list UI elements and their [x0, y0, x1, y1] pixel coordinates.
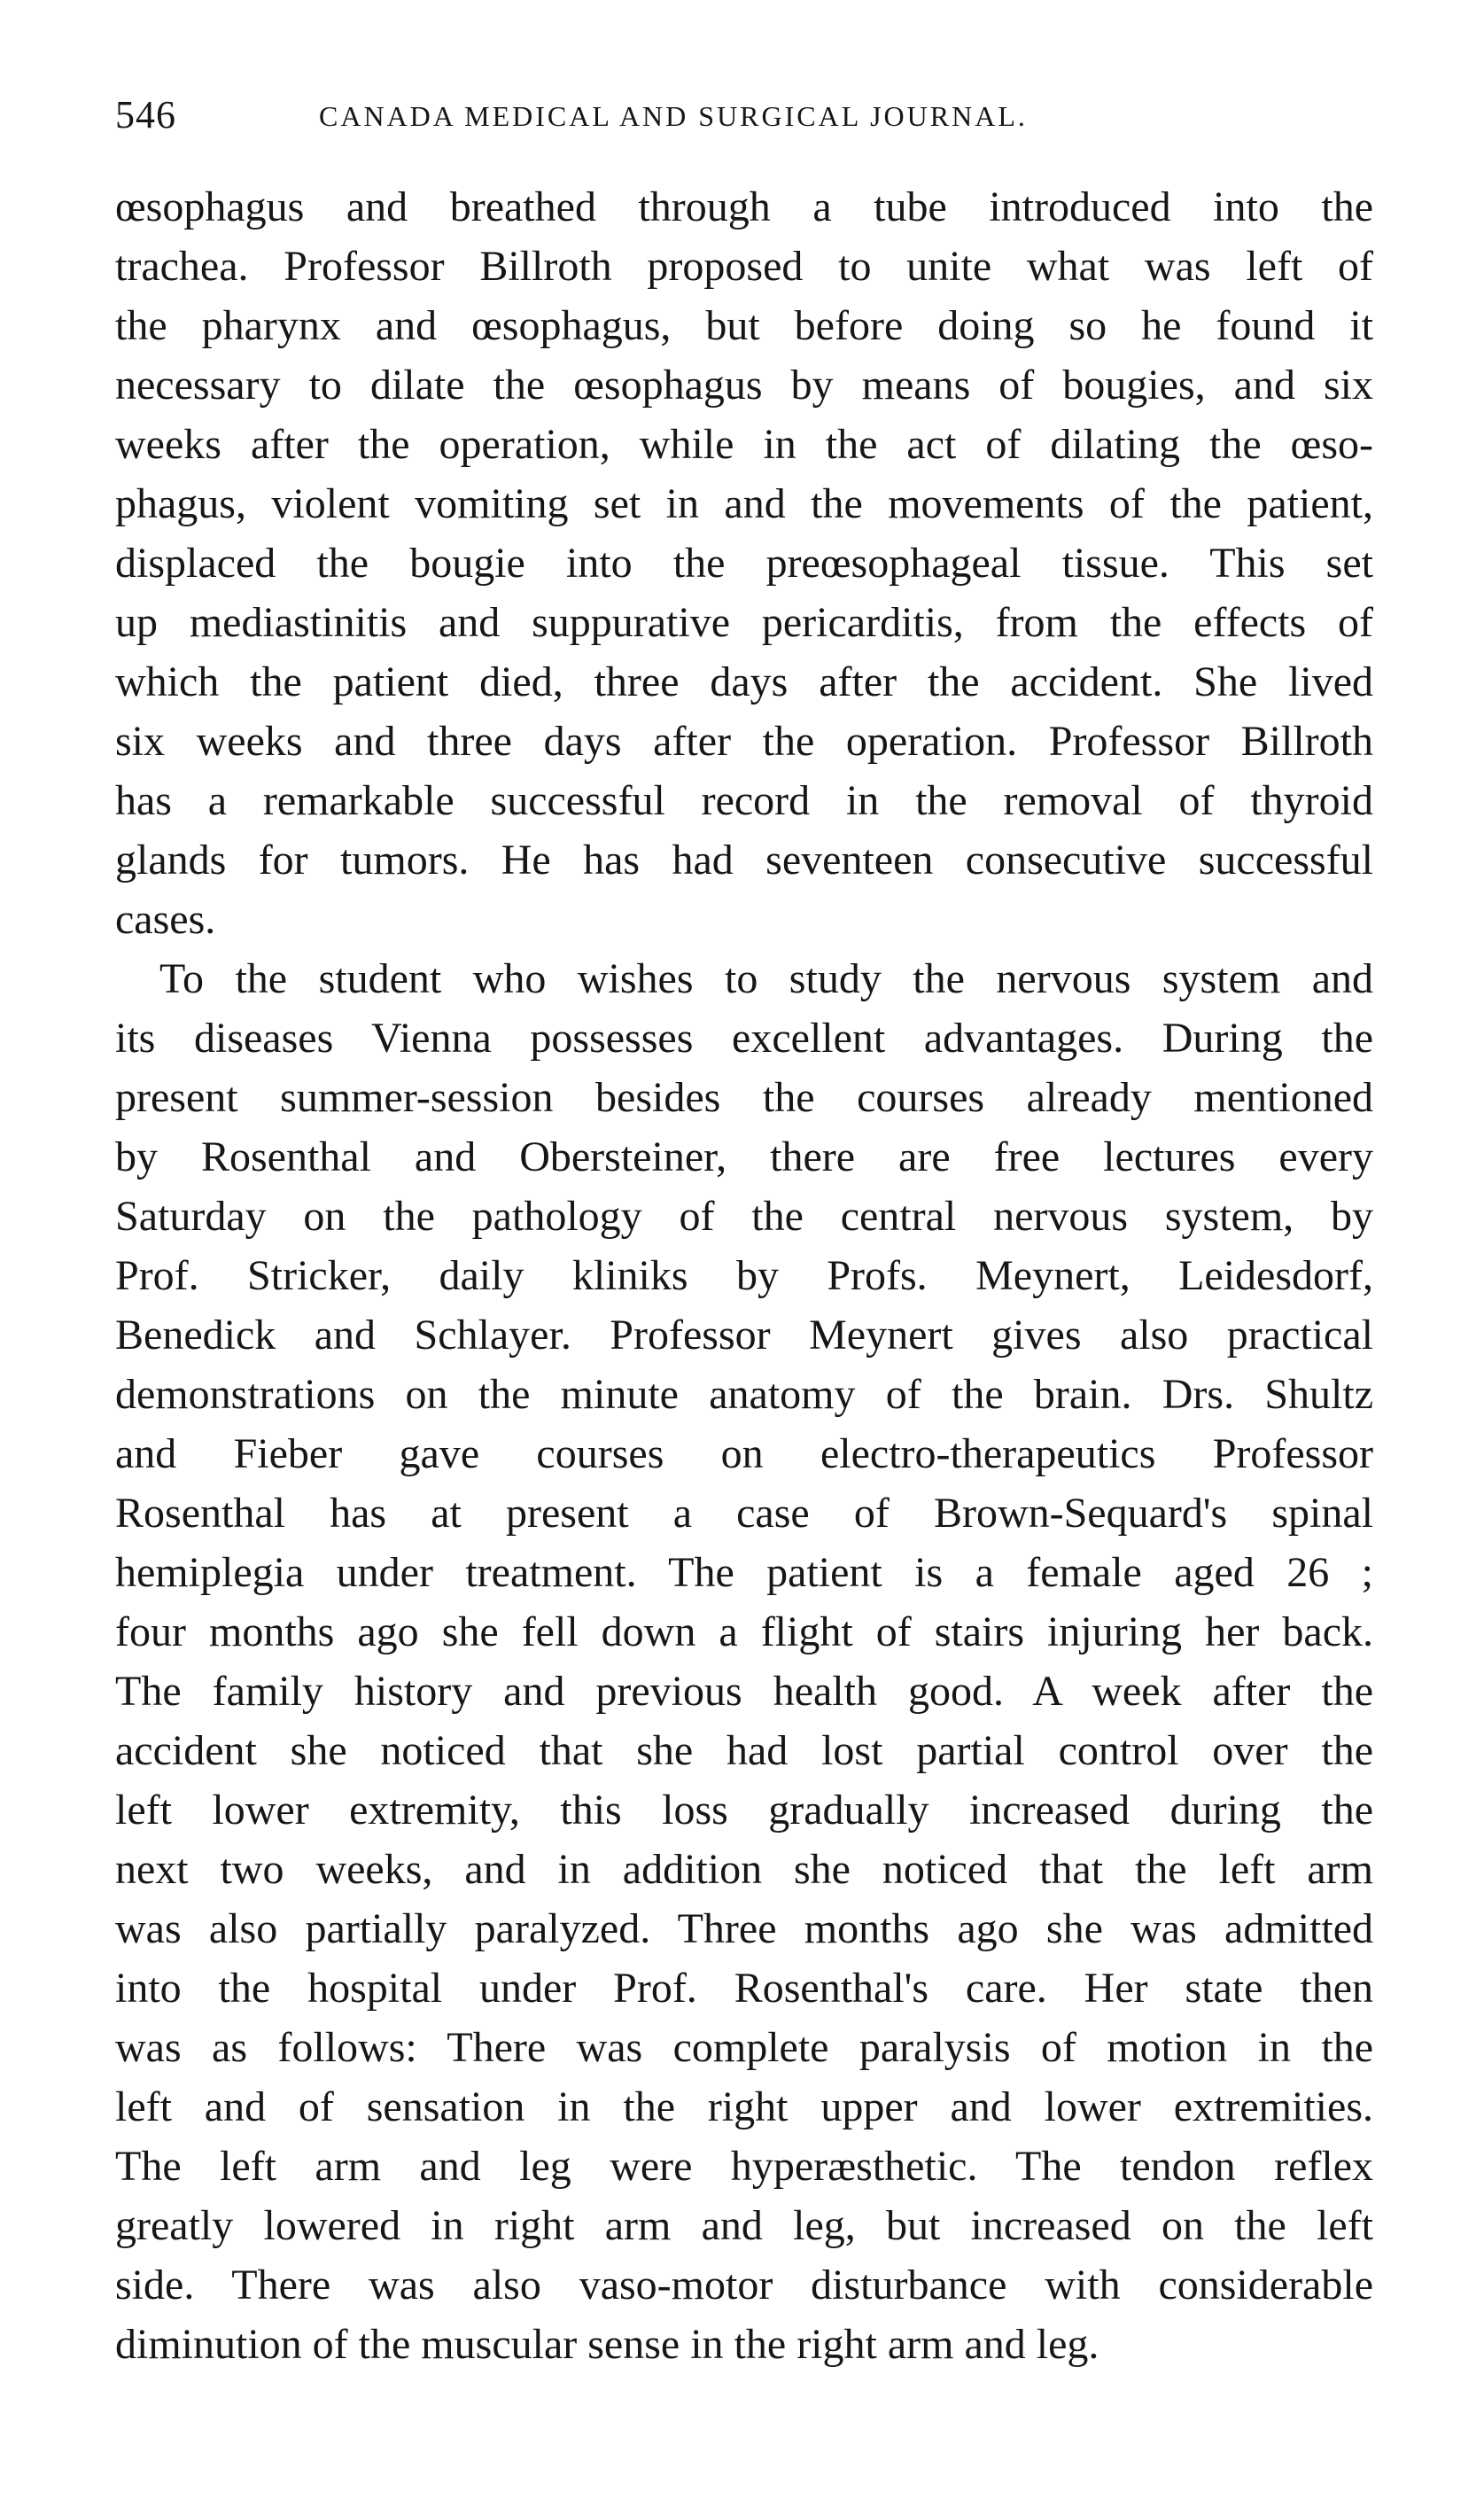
text-line: into the hospital under Prof. Rosenthal's care. Her state then	[115, 1965, 1373, 2012]
text-line: and Fieber gave courses on electro-therapeutics Professor	[115, 1430, 1373, 1477]
text-line: Prof. Stricker, daily kliniks by Profs. Meynert, Leidesdorf,	[115, 1252, 1373, 1299]
text-line: its diseases Vienna possesses excellent advantages. During the	[115, 1015, 1373, 1062]
text-line: The family history and previous health good. A week after the	[115, 1668, 1373, 1715]
text-line: weeks after the operation, while in the act of dilating the œso-	[115, 421, 1373, 468]
journal-title: CANADA MEDICAL AND SURGICAL JOURNAL.	[319, 100, 1028, 132]
text-line: present summer-session besides the courses already mentioned	[115, 1074, 1373, 1121]
text-line: greatly lowered in right arm and leg, but increased on the left	[115, 2202, 1373, 2249]
text-line: which the patient died, three days after the accident. She lived	[115, 658, 1373, 705]
text-line: left lower extremity, this loss gradually increased during the	[115, 1787, 1373, 1834]
article-body	[115, 177, 1373, 2374]
text-line: Rosenthal has at present a case of Brown-Sequard's spinal	[115, 1490, 1373, 1537]
running-head	[115, 89, 1373, 142]
text-line: phagus, violent vomiting set in and the movements of the patient,	[115, 480, 1373, 527]
text-line: was also partially paralyzed. Three months ago she was admitted	[115, 1905, 1373, 1952]
text-line: displaced the bougie into the preœsophageal tissue. This set	[115, 540, 1373, 587]
text-line: the pharynx and œsophagus, but before doing so he found it	[115, 302, 1373, 349]
text-line: side. There was also vaso-motor disturbance with considerable	[115, 2262, 1373, 2308]
text-line: by Rosenthal and Obersteiner, there are free lectures every	[115, 1133, 1373, 1180]
text-line: cases.	[115, 896, 216, 943]
text-line: Benedick and Schlayer. Professor Meynert gives also practical	[115, 1312, 1373, 1359]
text-line: has a remarkable successful record in the removal of thyroid	[115, 777, 1373, 824]
page-number: 546	[115, 93, 176, 136]
text-line: œsophagus and breathed through a tube introduced into the	[115, 183, 1373, 230]
paragraph-1	[115, 177, 1373, 949]
text-line: glands for tumors. He has had seventeen consecutive successful	[115, 837, 1373, 884]
text-line: The left arm and leg were hyperæsthetic. The tendon reflex	[115, 2143, 1373, 2190]
text-line: Saturday on the pathology of the central nervous system, by	[115, 1193, 1373, 1240]
text-line: diminution of the muscular sense in the right arm and leg.	[115, 2321, 1099, 2368]
text-line: To the student who wishes to study the nervous system and	[159, 955, 1373, 1002]
text-line: up mediastinitis and suppurative pericarditis, from the effects of	[115, 599, 1373, 646]
text-line: accident she noticed that she had lost partial control over the	[115, 1727, 1373, 1774]
text-line: demonstrations on the minute anatomy of the brain. Drs. Shultz	[115, 1371, 1373, 1418]
text-line: was as follows: There was complete paralysis of motion in the	[115, 2024, 1373, 2071]
text-line: trachea. Professor Billroth proposed to unite what was left of	[115, 243, 1373, 290]
text-line: necessary to dilate the œsophagus by means of bougies, and six	[115, 362, 1373, 409]
text-line: six weeks and three days after the operation. Professor Billroth	[115, 718, 1373, 765]
text-line: next two weeks, and in addition she noticed that the left arm	[115, 1846, 1373, 1893]
text-line: left and of sensation in the right upper and lower extremities.	[115, 2083, 1373, 2130]
text-line: hemiplegia under treatment. The patient is a female aged 26 ;	[115, 1549, 1373, 1596]
text-line: four months ago she fell down a flight of stairs injuring her back.	[115, 1608, 1373, 1655]
paragraph-2	[115, 949, 1373, 2374]
